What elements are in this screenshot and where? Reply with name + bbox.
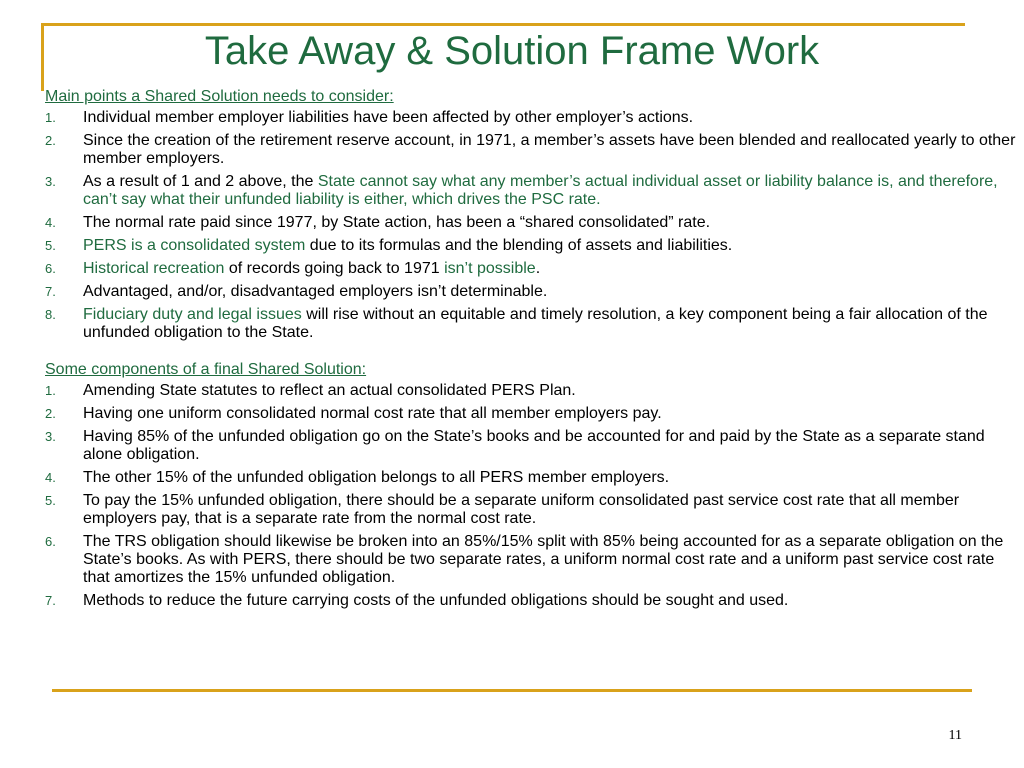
list-item (45, 382, 1017, 400)
list-number: 8. (45, 307, 56, 322)
list-number: 6. (45, 261, 56, 276)
list-text (83, 173, 1017, 209)
section2-heading: Some components of a final Shared Solution: (45, 361, 367, 378)
list-text (83, 306, 1017, 342)
list-item (45, 283, 1017, 301)
list-number: 4. (45, 215, 56, 230)
list-text: The other 15% of the unfunded obligation belongs to all PERS member employers. (83, 469, 670, 486)
text-run: will rise without an equitable and timely resolution, a key component being a fair allocation of the unfunded obligation to the State. (83, 306, 988, 341)
list-item (45, 260, 1017, 278)
list-text (83, 214, 1017, 232)
list-text (83, 260, 1017, 278)
slide-title: Take Away & Solution Frame Work (204, 29, 820, 73)
list-text: Having 85% of the unfunded obligation go on the State’s books and be accounted for and paid by the State as a separate stand alone obligation. (83, 428, 985, 463)
list-item (45, 592, 1017, 610)
list-number: 5. (45, 238, 56, 253)
list-item (45, 492, 1017, 528)
text-run: . (535, 260, 541, 277)
highlighted-text: isn’t possible (444, 260, 536, 277)
list-number: 1. (45, 383, 56, 398)
slide-content (45, 88, 1017, 615)
highlighted-text: State cannot say what any member’s actual individual asset or liability balance is, and therefore, can’t say what their unfunded liability is either, which drives the PSC rate. (83, 173, 998, 208)
list-item (45, 306, 1017, 342)
page-number: 11 (948, 728, 962, 743)
list-item (45, 469, 1017, 487)
section1-heading: Main points a Shared Solution needs to consider: (45, 88, 394, 105)
text-run: Advantaged, and/or, disadvantaged employers isn’t determinable. (83, 283, 548, 300)
text-run: of records going back to 1971 (224, 260, 445, 277)
list-text: The TRS obligation should likewise be broken into an 85%/15% split with 85% being accounted for as a separate obligation on the State’s books. As with PERS, there should be two separate rates, a uniform normal cost rate and a uniform past service cost rate that amortizes the 15% unfunded obligation. (83, 533, 1004, 586)
section1-list (45, 109, 1017, 342)
list-text: To pay the 15% unfunded obligation, there should be a separate uniform consolidated past service cost rate that all member employers pay, that is a separate rate from the normal cost rate. (83, 492, 960, 527)
text-run: Since the creation of the retirement reserve account, in 1971, a member’s assets have been blended and reallocated yearly to other member employers. (83, 132, 1016, 167)
text-run: Individual member employer liabilities have been affected by other employer’s actions. (83, 109, 694, 126)
section2-list (45, 382, 1017, 610)
highlighted-text: PERS is a consolidated system (83, 237, 306, 254)
list-number: 2. (45, 406, 56, 421)
section-spacer (45, 347, 1017, 361)
highlighted-text: Historical recreation (83, 260, 225, 277)
list-item (45, 173, 1017, 209)
list-item (45, 132, 1017, 168)
highlighted-text: Fiduciary duty and legal issues (83, 306, 302, 323)
list-number: 2. (45, 133, 56, 148)
list-number: 4. (45, 470, 56, 485)
text-run: As a result of 1 and 2 above, the (83, 173, 318, 190)
list-item (45, 428, 1017, 464)
list-text: Methods to reduce the future carrying costs of the unfunded obligations should be sought and used. (83, 592, 789, 609)
list-number: 1. (45, 110, 56, 125)
list-text (83, 283, 1017, 301)
list-item (45, 237, 1017, 255)
list-text: Having one uniform consolidated normal cost rate that all member employers pay. (83, 405, 662, 422)
list-number: 3. (45, 429, 56, 444)
list-number: 3. (45, 174, 56, 189)
list-text (83, 109, 1017, 127)
list-item (45, 109, 1017, 127)
list-item (45, 405, 1017, 423)
list-item (45, 533, 1017, 587)
list-number: 7. (45, 284, 56, 299)
text-run: The normal rate paid since 1977, by State action, has been a “shared consolidated” rate. (83, 214, 711, 231)
list-text (83, 132, 1017, 168)
list-number: 6. (45, 534, 56, 549)
list-number: 7. (45, 593, 56, 608)
list-number: 5. (45, 493, 56, 508)
bottom-accent-rule (52, 689, 972, 692)
list-text: Amending State statutes to reflect an actual consolidated PERS Plan. (83, 382, 576, 399)
text-run: due to its formulas and the blending of assets and liabilities. (305, 237, 733, 254)
list-item (45, 214, 1017, 232)
list-text (83, 237, 1017, 255)
top-accent-rule (41, 23, 965, 26)
